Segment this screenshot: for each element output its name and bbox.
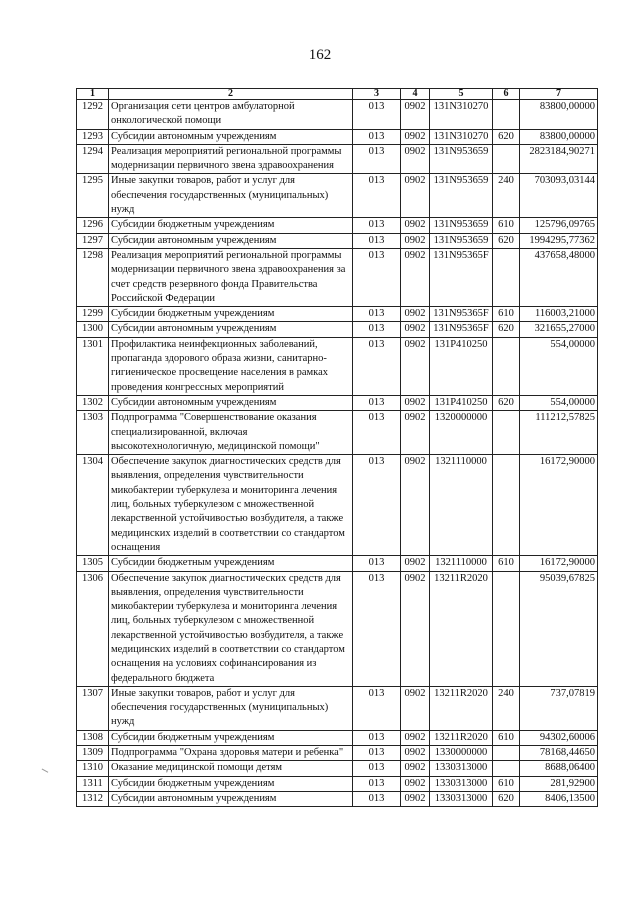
row-number-cell: 1295 — [77, 174, 109, 218]
target-article-cell: 131N310270 — [430, 129, 493, 144]
target-article-cell: 13211R2020 — [430, 730, 493, 745]
expense-type-cell — [493, 746, 520, 761]
header-cell: 1 — [77, 89, 109, 100]
expense-type-cell — [493, 337, 520, 395]
header-cell: 2 — [109, 89, 353, 100]
expense-type-cell — [493, 571, 520, 686]
target-article-cell: 1330313000 — [430, 791, 493, 806]
section-code-cell: 0902 — [401, 571, 430, 686]
ministry-code-cell: 013 — [353, 144, 401, 174]
target-article-cell: 131N953659 — [430, 218, 493, 233]
amount-cell: 8688,06400 — [520, 761, 598, 776]
table-row — [77, 218, 598, 233]
expense-type-cell: 620 — [493, 233, 520, 248]
amount-cell: 116003,21000 — [520, 307, 598, 322]
row-number-cell: 1311 — [77, 776, 109, 791]
expense-name-cell: Обеспечение закупок диагностических средств для выявления, определения чувствительности микобактерии туберкулеза и мониторинга лечения лиц, больных туберкулезом с множественной лекарственной устойчивостью возбудителя, а также медицинских изделий в соответствии со стандартом оснащения — [109, 455, 353, 556]
amount-cell: 83800,00000 — [520, 100, 598, 130]
target-article-cell: 13211R2020 — [430, 686, 493, 730]
expense-name-cell: Субсидии автономным учреждениям — [109, 129, 353, 144]
target-article-cell: 131P410250 — [430, 337, 493, 395]
expense-name-cell: Субсидии бюджетным учреждениям — [109, 218, 353, 233]
row-number-cell: 1293 — [77, 129, 109, 144]
expense-type-cell: 610 — [493, 556, 520, 571]
section-code-cell: 0902 — [401, 776, 430, 791]
table-row — [77, 395, 598, 410]
row-number-cell: 1301 — [77, 337, 109, 395]
target-article-cell: 1320000000 — [430, 411, 493, 455]
section-code-cell: 0902 — [401, 337, 430, 395]
header-cell: 6 — [493, 89, 520, 100]
expense-name-cell: Профилактика неинфекционных заболеваний, пропаганда здорового образа жизни, санитарно-гигиеническое просвещение населения в рамках проведения конгрессных мероприятий — [109, 337, 353, 395]
expense-name-cell: Субсидии бюджетным учреждениям — [109, 556, 353, 571]
ministry-code-cell: 013 — [353, 556, 401, 571]
row-number-cell: 1302 — [77, 395, 109, 410]
expense-name-cell: Иные закупки товаров, работ и услуг для обеспечения государственных (муниципальных) нужд — [109, 174, 353, 218]
section-code-cell: 0902 — [401, 455, 430, 556]
table-row — [77, 571, 598, 686]
ministry-code-cell: 013 — [353, 337, 401, 395]
ministry-code-cell: 013 — [353, 233, 401, 248]
header-cell: 4 — [401, 89, 430, 100]
expense-name-cell: Субсидии автономным учреждениям — [109, 322, 353, 337]
expense-name-cell: Подпрограмма "Совершенствование оказания специализированной, включая высокотехнологичную, медицинской помощи" — [109, 411, 353, 455]
amount-cell: 16172,90000 — [520, 556, 598, 571]
row-number-cell: 1312 — [77, 791, 109, 806]
section-code-cell: 0902 — [401, 129, 430, 144]
expense-type-cell — [493, 761, 520, 776]
amount-cell: 703093,03144 — [520, 174, 598, 218]
ministry-code-cell: 013 — [353, 411, 401, 455]
amount-cell: 95039,67825 — [520, 571, 598, 686]
row-number-cell: 1299 — [77, 307, 109, 322]
expense-type-cell: 240 — [493, 174, 520, 218]
expense-type-cell: 610 — [493, 218, 520, 233]
ministry-code-cell: 013 — [353, 686, 401, 730]
amount-cell: 281,92900 — [520, 776, 598, 791]
ministry-code-cell: 013 — [353, 746, 401, 761]
expense-name-cell: Субсидии автономным учреждениям — [109, 791, 353, 806]
row-number-cell: 1298 — [77, 248, 109, 306]
section-code-cell: 0902 — [401, 556, 430, 571]
target-article-cell: 1330313000 — [430, 761, 493, 776]
ministry-code-cell: 013 — [353, 129, 401, 144]
target-article-cell: 1321110000 — [430, 556, 493, 571]
target-article-cell: 131N953659 — [430, 144, 493, 174]
expense-name-cell: Реализация мероприятий региональной программы модернизации первичного звена здравоохранения — [109, 144, 353, 174]
expense-type-cell — [493, 144, 520, 174]
target-article-cell: 131N953659 — [430, 233, 493, 248]
expense-type-cell — [493, 455, 520, 556]
target-article-cell: 131P410250 — [430, 395, 493, 410]
row-number-cell: 1294 — [77, 144, 109, 174]
ministry-code-cell: 013 — [353, 395, 401, 410]
expense-name-cell: Обеспечение закупок диагностических средств для выявления, определения чувствительности микобактерии туберкулеза и мониторинга лечения лиц, больных туберкулезом с множественной лекарственной устойчивостью возбудителя, а также медицинских изделий в соответствии со стандартом оснащения на условиях софинансирования из федерального бюджета — [109, 571, 353, 686]
expense-name-cell: Субсидии автономным учреждениям — [109, 395, 353, 410]
expense-name-cell: Субсидии бюджетным учреждениям — [109, 307, 353, 322]
section-code-cell: 0902 — [401, 411, 430, 455]
table-row — [77, 129, 598, 144]
expense-name-cell: Субсидии бюджетным учреждениям — [109, 730, 353, 745]
section-code-cell: 0902 — [401, 791, 430, 806]
expense-type-cell: 610 — [493, 730, 520, 745]
row-number-cell: 1306 — [77, 571, 109, 686]
target-article-cell: 131N95365F — [430, 307, 493, 322]
amount-cell: 437658,48000 — [520, 248, 598, 306]
expense-type-cell — [493, 248, 520, 306]
table-row — [77, 455, 598, 556]
row-number-cell: 1307 — [77, 686, 109, 730]
target-article-cell: 13211R2020 — [430, 571, 493, 686]
expense-type-cell — [493, 100, 520, 130]
table-row — [77, 248, 598, 306]
ministry-code-cell: 013 — [353, 307, 401, 322]
table-row — [77, 174, 598, 218]
row-number-cell: 1297 — [77, 233, 109, 248]
expense-name-cell: Иные закупки товаров, работ и услуг для обеспечения государственных (муниципальных) нужд — [109, 686, 353, 730]
amount-cell: 554,00000 — [520, 395, 598, 410]
row-number-cell: 1292 — [77, 100, 109, 130]
table-row — [77, 776, 598, 791]
amount-cell: 2823184,90271 — [520, 144, 598, 174]
table-body — [77, 100, 598, 807]
row-number-cell: 1303 — [77, 411, 109, 455]
table-row — [77, 337, 598, 395]
margin-mark — [41, 769, 49, 775]
target-article-cell: 131N95365F — [430, 322, 493, 337]
row-number-cell: 1300 — [77, 322, 109, 337]
expense-type-cell: 620 — [493, 791, 520, 806]
amount-cell: 321655,27000 — [520, 322, 598, 337]
amount-cell: 554,00000 — [520, 337, 598, 395]
target-article-cell: 131N953659 — [430, 174, 493, 218]
table-row — [77, 761, 598, 776]
section-code-cell: 0902 — [401, 233, 430, 248]
ministry-code-cell: 013 — [353, 322, 401, 337]
section-code-cell: 0902 — [401, 248, 430, 306]
table-row — [77, 307, 598, 322]
amount-cell: 737,07819 — [520, 686, 598, 730]
section-code-cell: 0902 — [401, 395, 430, 410]
section-code-cell: 0902 — [401, 686, 430, 730]
amount-cell: 78168,44650 — [520, 746, 598, 761]
section-code-cell: 0902 — [401, 730, 430, 745]
header-cell: 3 — [353, 89, 401, 100]
expense-name-cell: Организация сети центров амбулаторной онкологической помощи — [109, 100, 353, 130]
target-article-cell: 131N95365F — [430, 248, 493, 306]
amount-cell: 111212,57825 — [520, 411, 598, 455]
expense-name-cell: Субсидии автономным учреждениям — [109, 233, 353, 248]
table-row — [77, 556, 598, 571]
ministry-code-cell: 013 — [353, 791, 401, 806]
row-number-cell: 1308 — [77, 730, 109, 745]
expense-type-cell: 240 — [493, 686, 520, 730]
row-number-cell: 1304 — [77, 455, 109, 556]
ministry-code-cell: 013 — [353, 100, 401, 130]
section-code-cell: 0902 — [401, 761, 430, 776]
expense-type-cell: 620 — [493, 322, 520, 337]
ministry-code-cell: 013 — [353, 776, 401, 791]
header-cell: 7 — [520, 89, 598, 100]
table-header-row — [77, 89, 598, 100]
expense-type-cell: 610 — [493, 307, 520, 322]
section-code-cell: 0902 — [401, 144, 430, 174]
expense-name-cell: Реализация мероприятий региональной программы модернизации первичного звена здравоохранения за счет средств резервного фонда Правительства Российской Федерации — [109, 248, 353, 306]
ministry-code-cell: 013 — [353, 174, 401, 218]
expense-type-cell — [493, 411, 520, 455]
table-row — [77, 730, 598, 745]
amount-cell: 16172,90000 — [520, 455, 598, 556]
budget-table — [76, 88, 598, 807]
table-row — [77, 791, 598, 806]
ministry-code-cell: 013 — [353, 730, 401, 745]
expense-name-cell: Подпрограмма "Охрана здоровья матери и ребенка" — [109, 746, 353, 761]
ministry-code-cell: 013 — [353, 455, 401, 556]
ministry-code-cell: 013 — [353, 571, 401, 686]
ministry-code-cell: 013 — [353, 761, 401, 776]
target-article-cell: 1321110000 — [430, 455, 493, 556]
table-row — [77, 411, 598, 455]
expense-name-cell: Оказание медицинской помощи детям — [109, 761, 353, 776]
row-number-cell: 1305 — [77, 556, 109, 571]
section-code-cell: 0902 — [401, 322, 430, 337]
table-row — [77, 322, 598, 337]
target-article-cell: 1330000000 — [430, 746, 493, 761]
table-row — [77, 144, 598, 174]
section-code-cell: 0902 — [401, 100, 430, 130]
amount-cell: 1994295,77362 — [520, 233, 598, 248]
table-row — [77, 233, 598, 248]
header-cell: 5 — [430, 89, 493, 100]
target-article-cell: 131N310270 — [430, 100, 493, 130]
row-number-cell: 1310 — [77, 761, 109, 776]
expense-name-cell: Субсидии бюджетным учреждениям — [109, 776, 353, 791]
amount-cell: 94302,60006 — [520, 730, 598, 745]
table-row — [77, 746, 598, 761]
row-number-cell: 1309 — [77, 746, 109, 761]
target-article-cell: 1330313000 — [430, 776, 493, 791]
amount-cell: 83800,00000 — [520, 129, 598, 144]
table-row — [77, 100, 598, 130]
section-code-cell: 0902 — [401, 746, 430, 761]
amount-cell: 8406,13500 — [520, 791, 598, 806]
row-number-cell: 1296 — [77, 218, 109, 233]
expense-type-cell: 620 — [493, 395, 520, 410]
expense-type-cell: 610 — [493, 776, 520, 791]
page-number: 162 — [308, 47, 332, 63]
amount-cell: 125796,09765 — [520, 218, 598, 233]
section-code-cell: 0902 — [401, 174, 430, 218]
ministry-code-cell: 013 — [353, 248, 401, 306]
section-code-cell: 0902 — [401, 218, 430, 233]
table-row — [77, 686, 598, 730]
section-code-cell: 0902 — [401, 307, 430, 322]
expense-type-cell: 620 — [493, 129, 520, 144]
ministry-code-cell: 013 — [353, 218, 401, 233]
